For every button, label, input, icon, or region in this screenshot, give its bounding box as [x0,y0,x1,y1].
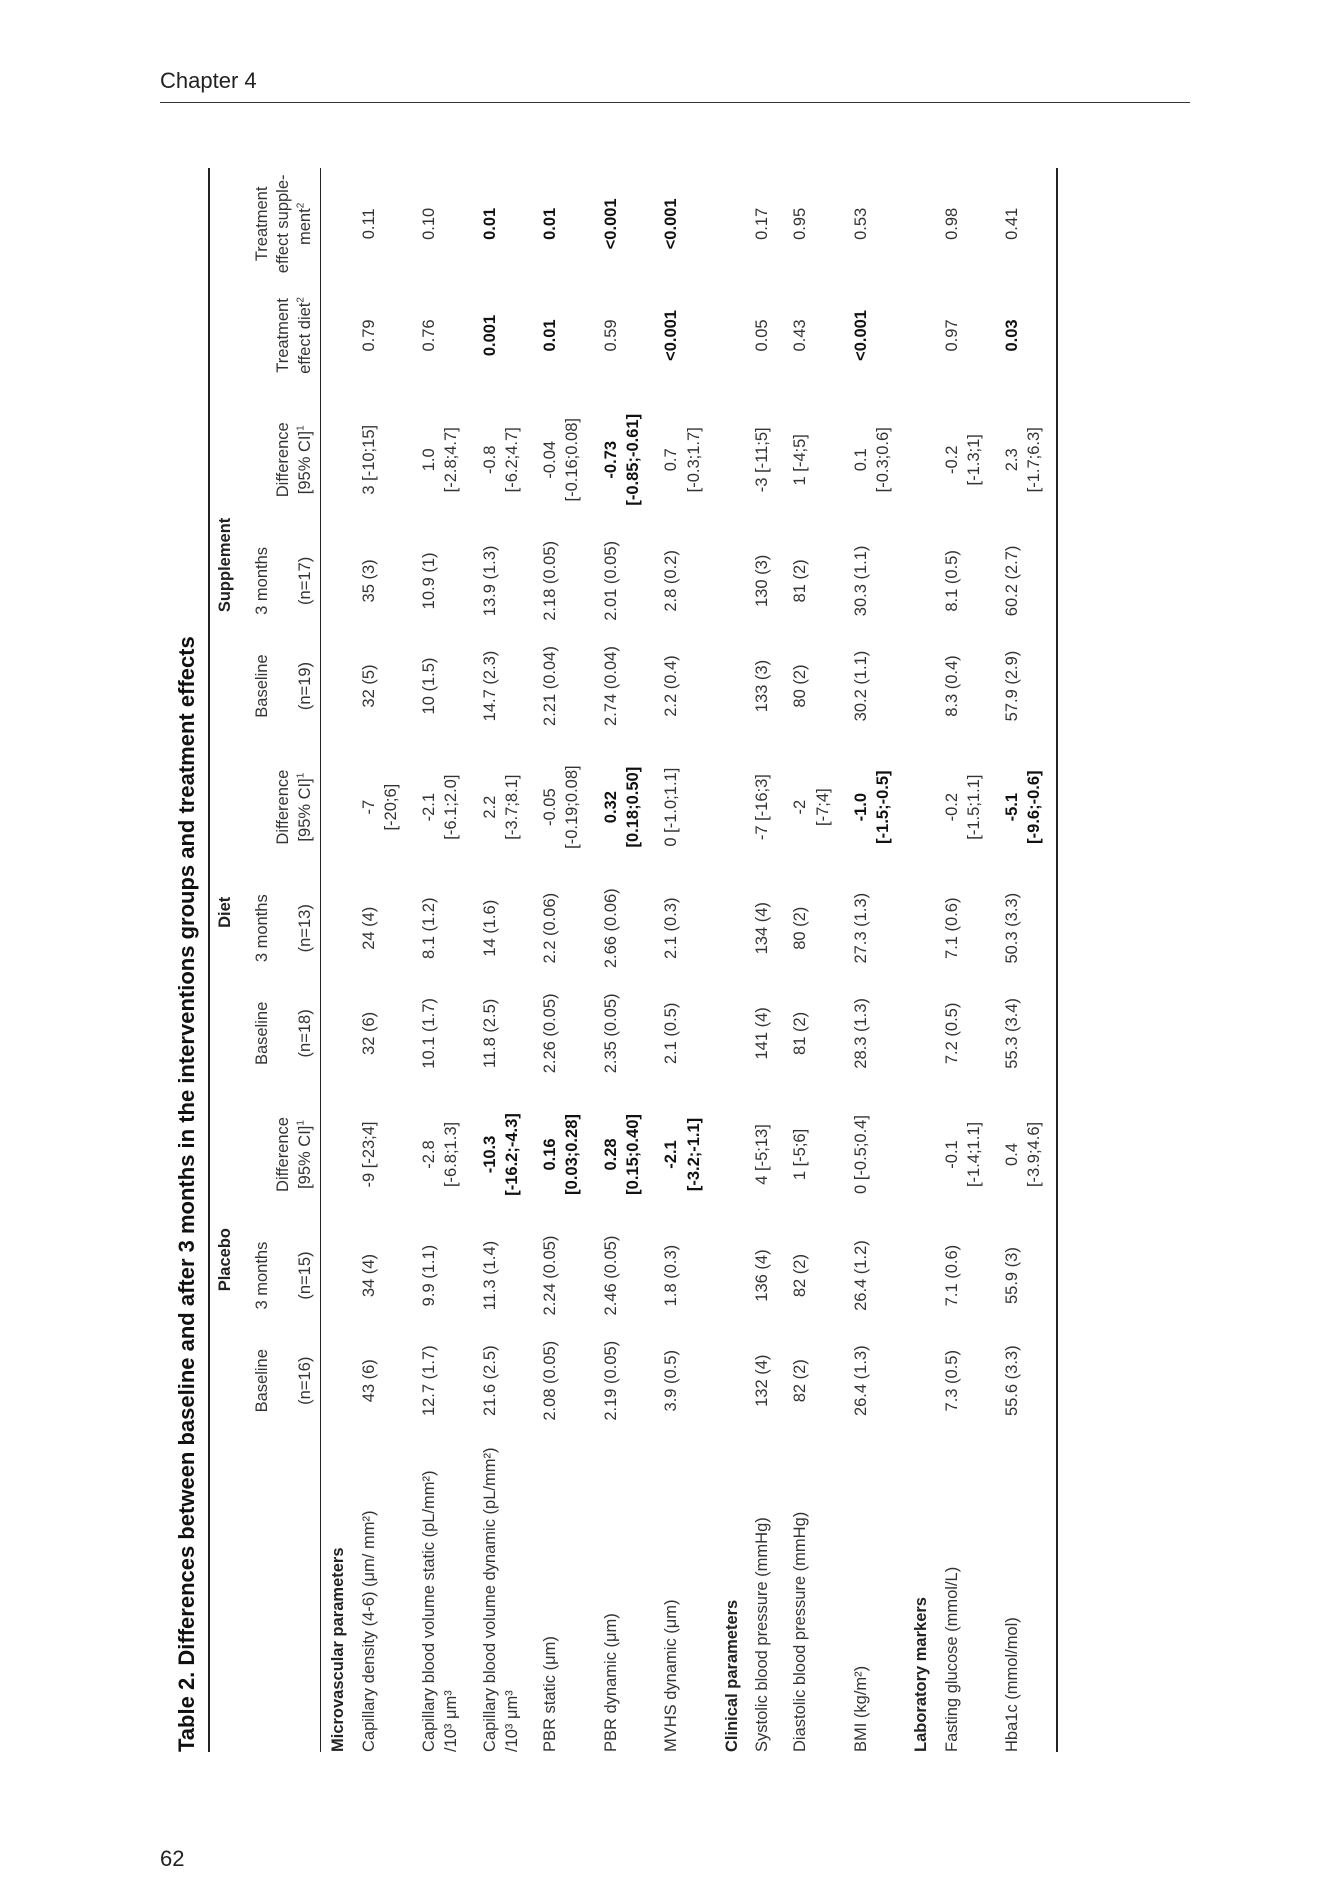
table-cell-p-3m: 55.9 (3) [1003,1247,1022,1305]
table-cell-s-3m: 10.9 (1) [420,552,439,610]
table-cell-s-3m: 2.18 (0.05) [541,540,560,621]
col-placebo-difference: Difference [95% CI]$^1$ [274,1117,314,1192]
table-cell-d-diff: -0.05 [-0.19;0.08] [541,765,582,849]
table-cell-s-diff: -0.04 [-0.16;0.08] [541,418,582,502]
row-parameter-label: Systolic blood pressure (mmHg) [753,1517,772,1752]
table-cell-d-diff: -0.2 [-1.5;1.1] [942,774,983,840]
table-cell-p-3m: 34 (4) [359,1254,378,1298]
row-parameter-label: Capillary density (4-6) (μm/ mm²) [359,1510,378,1752]
table-cell-d-3m: 24 (4) [359,906,378,950]
table-cell-t-supp: 0.10 [420,207,439,240]
table-row [594,168,655,1752]
table-cell-s-3m: 2.01 (0.05) [601,540,620,621]
table-title: Table 2. Differences between baseline and after 3 months in the interventions groups and treatment effects [174,636,199,1752]
table-row [844,168,905,1752]
page-number: 62 [160,1846,185,1871]
table-cell-s-base: 14.7 (2.3) [480,650,499,722]
table-row [352,168,413,1752]
col-diet-difference: Difference [95% CI]$^1$ [274,769,314,845]
table-cell-p-base: 3.9 (0.5) [662,1350,681,1412]
table-cell-t-supp: <0.001 [601,198,620,250]
table-cell-t-diet: <0.001 [851,310,870,361]
table-row [412,168,473,1752]
table-cell-d-base: 2.1 (0.5) [662,1002,681,1065]
col-diet-3months: 3 months (n=13) [253,894,314,963]
row-parameter-label: Hba1c (mmol/mol) [1003,1617,1022,1752]
table-row [533,168,594,1752]
table-cell-p-diff: -10.3 [-16.2;-4.3] [480,1113,521,1196]
col-placebo-3months: 3 months (n=15) [253,1241,314,1310]
group-placebo: Placebo [216,1228,234,1292]
table-cell-s-base: 80 (2) [791,664,810,708]
table-cell-t-diet: 0.79 [359,319,378,352]
row-parameter-label: Capillary blood volume dynamic (pL/mm²) /10³ μm³ [480,1447,521,1752]
table-cell-p-3m: 82 (2) [791,1254,810,1298]
col-supp-difference: Difference [95% CI]$^1$ [274,422,314,498]
table-cell-p-diff: -2.1 [-3.2;-1.1] [662,1117,703,1192]
table-cell-t-supp: 0.17 [753,207,772,240]
table-cell-d-base: 10.1 (1.7) [420,998,439,1069]
table-cell-d-base: 81 (2) [791,1011,810,1055]
table-row [654,168,715,1752]
table-cell-d-diff: 0 [-1.0;1.1] [662,767,681,847]
table-cell-t-supp: 0.11 [359,208,378,240]
row-parameter-label: BMI (kg/m²) [851,1665,870,1752]
table-cell-p-base: 43 (6) [359,1359,378,1403]
table-cell-d-3m: 2.1 (0.3) [662,897,681,959]
table-cell-d-diff: -1.0 [-1.5;-0.5] [851,770,893,844]
table-cell-d-3m: 8.1 (1.2) [420,897,439,959]
section-header-row [904,168,934,1752]
table-cell-p-diff: 4 [-5;13] [753,1124,772,1185]
table-body [321,168,1057,1752]
table-cell-t-supp: 0.53 [851,207,870,240]
table-cell-d-diff: -7 [-16;3] [753,774,772,841]
table-row [783,168,844,1752]
table-cell-s-3m: 8.1 (0.5) [942,550,961,612]
table-cell-d-3m: 14 (1.6) [480,899,499,957]
table-cell-d-base: 7.2 (0.5) [942,1002,961,1065]
table-cell-s-base: 8.3 (0.4) [942,655,961,717]
table-cell-d-diff: -2.1 [-6.1;2.0] [420,774,461,840]
group-header-row [209,168,246,1752]
row-parameter-label: Diastolic blood pressure (mmHg) [791,1511,810,1752]
table-cell-t-diet: 0.05 [753,319,772,352]
table-cell-t-diet: <0.001 [662,310,681,361]
table-cell-s-diff: -3 [-11;5] [753,427,772,493]
col-treatment-effect-supplement: Treatment effect supple-ment$^2$ [253,174,314,274]
table-cell-d-3m: 2.2 (0.06) [541,892,560,964]
table-cell-s-3m: 81 (2) [791,559,810,603]
table-cell-d-base: 32 (6) [359,1011,378,1055]
table-cell-p-base: 2.19 (0.05) [601,1340,620,1421]
table-cell-p-3m: 7.1 (0.6) [942,1244,961,1307]
table-cell-t-diet: 0.001 [480,314,499,357]
table-cell-p-base: 21.6 (2.5) [480,1345,499,1417]
table-cell-p-3m: 11.3 (1.4) [480,1240,499,1311]
column-header-row [246,168,321,1752]
row-parameter-label: PBR dynamic (μm) [601,1613,620,1752]
col-diet-baseline: Baseline (n=18) [253,1001,314,1066]
table-cell-p-3m: 9.9 (1.1) [420,1244,439,1307]
table-cell-p-diff: 1 [-5;6] [791,1128,810,1181]
table-cell-p-3m: 2.46 (0.05) [601,1235,620,1316]
table-cell-s-3m: 35 (3) [359,559,378,603]
table-cell-d-3m: 134 (4) [753,902,772,955]
table-cell-p-base: 26.4 (1.3) [851,1345,870,1417]
table-cell-d-diff: 0.32 [0.18;0.50] [601,766,642,848]
table-cell-p-base: 82 (2) [791,1359,810,1403]
section-label: Laboratory markers [912,1597,931,1752]
table-cell-s-diff: -0.73 [-0.85;-0.61] [601,413,642,506]
table-cell-p-base: 132 (4) [753,1354,772,1407]
table-cell-p-base: 7.3 (0.5) [942,1350,961,1412]
table-cell-p-base: 55.6 (3.3) [1003,1345,1022,1417]
results-table [208,168,1058,1752]
table-cell-s-base: 10 (1.5) [420,657,439,715]
row-parameter-label: PBR static (μm) [541,1636,560,1752]
table-cell-s-diff: -0.2 [-1.3;1] [942,434,983,486]
header-rule [160,102,1190,103]
table-cell-d-3m: 50.3 (3.3) [1003,892,1022,964]
table-cell-d-diff: -7 [-20;6] [359,783,400,831]
table-cell-d-base: 2.35 (0.05) [601,993,620,1074]
table-cell-s-3m: 2.8 (0.2) [662,550,681,612]
table-cell-d-3m: 2.66 (0.06) [601,888,620,969]
running-head: Chapter 4 [160,68,257,93]
table-cell-d-base: 141 (4) [753,1007,772,1060]
table-cell-p-base: 12.7 (1.7) [420,1345,439,1417]
table-cell-p-diff: 0 [-0.5;0.4] [851,1115,870,1194]
table-cell-p-3m: 136 (4) [753,1249,772,1302]
section-header-row [321,168,352,1752]
table-cell-s-3m: 13.9 (1.3) [480,545,499,617]
table-cell-d-3m: 27.3 (1.3) [851,892,870,964]
table-cell-d-3m: 7.1 (0.6) [942,897,961,959]
col-supp-3months: 3 months (n=17) [253,546,314,615]
table-cell-p-3m: 26.4 (1.2) [851,1240,870,1311]
table-cell-s-base: 133 (3) [753,659,772,713]
table-cell-s-3m: 60.2 (2.7) [1003,545,1022,617]
table-cell-p-3m: 1.8 (0.3) [662,1244,681,1307]
group-supplement: Supplement [216,517,234,613]
table-cell-s-diff: 1 [-4;5] [791,434,810,486]
section-header-row [715,168,745,1752]
table-row [745,168,783,1752]
table-cell-s-diff: 2.3 [-1.7;6.3] [1003,427,1044,493]
table-cell-s-base: 32 (5) [359,664,378,708]
table-cell-s-3m: 30.3 (1.1) [851,545,870,617]
table-cell-d-base: 55.3 (3.4) [1003,998,1022,1069]
table-row [473,168,534,1752]
table-cell-t-diet: 0.59 [601,319,620,352]
table-cell-s-diff: 0.7 [-0.3;1.7] [662,427,703,493]
table-cell-d-diff: -2 [-7;4] [791,788,832,826]
table-cell-s-3m: 130 (3) [753,554,772,608]
table-cell-p-diff: -9 [-23;4] [359,1121,378,1188]
table-cell-t-diet: 0.03 [1003,319,1022,352]
table-cell-t-supp: 0.95 [791,207,810,240]
table-cell-s-base: 2.2 (0.4) [662,655,681,717]
table-cell-d-base: 2.26 (0.05) [541,993,560,1074]
table-cell-s-diff: 1.0 [-2.8;4.7] [420,427,461,493]
table-cell-d-3m: 80 (2) [791,906,810,950]
col-treatment-effect-diet: Treatment effect diet$^2$ [274,297,314,374]
row-parameter-label: MVHS dynamic (μm) [662,1599,681,1752]
table-cell-s-base: 2.74 (0.04) [601,646,620,726]
table-cell-d-diff: 2.2 [-3.7;8.1] [480,774,521,840]
section-label: Clinical parameters [722,1599,741,1752]
table-cell-s-base: 2.21 (0.04) [541,646,560,726]
table-cell-t-diet: 0.97 [942,319,961,352]
col-supp-baseline: Baseline (n=19) [253,654,314,718]
row-parameter-label: Capillary blood volume static (pL/mm²) /10³ μm³ [420,1470,461,1752]
col-placebo-baseline: Baseline (n=16) [253,1349,314,1413]
rotated-table-block [160,160,1190,1760]
table-cell-t-supp: 0.01 [480,207,499,240]
table-cell-s-base: 57.9 (2.9) [1003,650,1022,722]
group-diet: Diet [216,896,234,928]
table-cell-d-base: 11.8 (2.5) [480,998,499,1069]
table-cell-t-supp: 0.41 [1003,207,1022,240]
table-cell-p-base: 2.08 (0.05) [541,1340,560,1421]
table-cell-p-diff: 0.4 [-3.9;4.6] [1003,1121,1044,1188]
table-cell-s-diff: 3 [-10;15] [359,424,378,495]
table-cell-s-diff: -0.8 [-6.2;4.7] [480,427,521,493]
table-cell-s-diff: 0.1 [-0.3;0.6] [851,427,893,493]
table-cell-s-base: 30.2 (1.1) [851,650,870,722]
section-label: Microvascular parameters [329,1547,348,1752]
table-cell-d-base: 28.3 (1.3) [851,998,870,1069]
table-cell-t-supp: <0.001 [662,198,681,250]
table-cell-p-3m: 2.24 (0.05) [541,1235,560,1316]
table-cell-t-supp: 0.98 [942,207,961,240]
table-cell-t-supp: 0.01 [541,207,560,240]
table-cell-t-diet: 0.76 [420,319,439,352]
table-cell-t-diet: 0.01 [541,319,560,352]
table-cell-p-diff: -2.8 [-6.8;1.3] [420,1121,461,1188]
table-cell-p-diff: -0.1 [-1.4;1.1] [942,1121,983,1188]
table-cell-d-diff: -5.1 [-9.6;-0.6] [1003,770,1044,844]
table-cell-p-diff: 0.28 [0.15;0.40] [601,1114,642,1195]
row-parameter-label: Fasting glucose (mmol/L) [942,1566,961,1752]
table-cell-t-diet: 0.43 [791,319,810,352]
table-row [995,168,1057,1752]
table-cell-p-diff: 0.16 [0.03;0.28] [541,1114,582,1195]
table-row [935,168,996,1752]
